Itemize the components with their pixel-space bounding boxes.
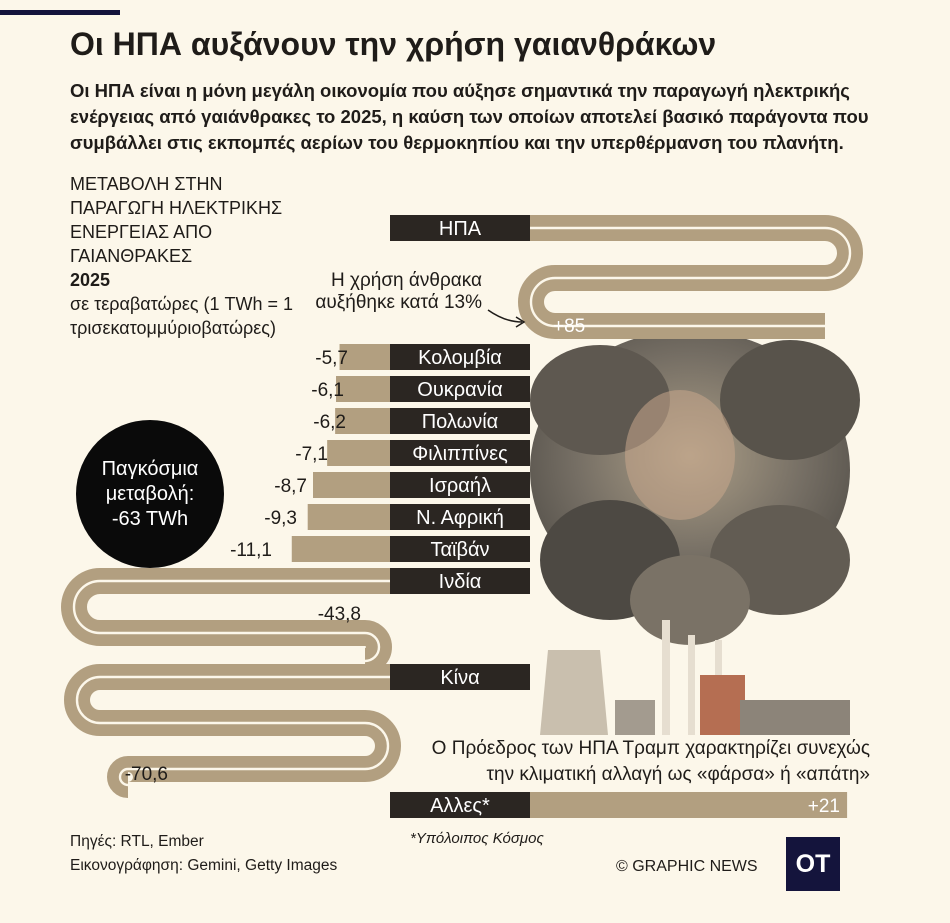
bar-row-10 [390,792,847,818]
cooling-tower-icon [540,650,608,735]
bar-row-2 [336,376,530,402]
ot-logo: OT [786,837,840,891]
trump-note: Ο Πρόεδρος των ΗΠΑ Τραμπ χαρακτηρίζει συνεχώς την κλιματική αλλαγή ως «φάρσα» ή «απάτη» [431,738,870,785]
chimney-icon [688,635,695,735]
usa-serpentine-centerline [530,228,850,326]
value-label: -6,2 [313,412,346,433]
bar-row-4 [327,440,530,466]
global-change-value: -63 TWh [111,507,189,530]
category-label: Ουκρανία [417,379,503,401]
bar-row-0 [390,215,530,241]
bar-mark [327,440,394,466]
bar-row-9 [390,664,530,690]
category-label: Ινδία [438,571,482,593]
footer-sources [70,830,337,878]
category-label: ΗΠΑ [438,218,482,240]
category-label: Ν. Αφρική [416,507,504,529]
category-label: Φιλιππίνες [412,443,508,465]
value-label: -7,1 [295,444,328,465]
global-change-badge [76,420,224,568]
page-title: Οι ΗΠΑ αυξάνουν την χρήση γαιανθράκων [70,26,717,62]
value-label: -11,1 [230,540,272,561]
category-label: Ισραήλ [429,475,491,497]
illustration-credit: Εικονογράφηση: Gemini, Getty Images [70,857,338,874]
value-label: -70,6 [124,764,168,785]
bar-mark [530,792,847,818]
side-label-year: 2025 [70,270,111,290]
value-label: +85 [553,316,586,337]
factory-building-icon [700,675,745,735]
bar-mark [308,504,394,530]
category-label: Πολωνία [421,411,499,433]
value-label: -43,8 [317,604,361,625]
chimney-icon [662,620,670,735]
global-change-label: Παγκόσμια μεταβολή: [101,457,199,505]
bar-mark [336,376,394,402]
sources-text: Πηγές: RTL, Ember [70,833,204,850]
category-label: Κολομβία [418,347,502,369]
bar-row-6 [308,504,530,530]
value-label: -8,7 [274,476,307,497]
note-arrow [488,310,522,322]
footnote: *Υπόλοιπος Κόσμος [410,830,544,847]
power-plant-illustration [530,330,860,735]
value-label: -6,1 [311,380,344,401]
value-label: +21 [807,796,840,817]
graphic-news-credit: © GRAPHIC NEWS [616,858,758,875]
bar-mark [313,472,394,498]
bar-row-3 [335,408,530,434]
value-label: -9,3 [264,508,297,529]
category-label: Κίνα [440,667,480,689]
bar-row-1 [340,344,530,370]
category-label: Ταϊβάν [430,539,490,561]
bar-row-7 [292,536,530,562]
value-label: -5,7 [315,348,348,369]
bar-mark [292,536,394,562]
side-label-heading: ΜΕΤΑΒΟΛΗ ΣΤΗΝ ΠΑΡΑΓΩΓΗ ΗΛΕΚΤΡΙΚΗΣ ΕΝΕΡΓΕΙΑΣ ΑΠΟ ΓΑΙΑΝΘΡΑΚΕΣ [70,174,283,266]
category-label: Αλλες* [430,795,490,817]
bar-row-5 [313,472,530,498]
page-subtitle: Οι ΗΠΑ είναι η μόνη μεγάλη οικονομία που αύξησε σημαντικά την παραγωγή ηλεκτρικής ενέργειας από γαιάνθρακες το 2025, η καύση των οποίων αποτελεί βασικό παράγοντα που συμβάλλει στις εκπομπές αερίων του θερμοκηπίου και την υπερθέρμανση του πλανήτη. [70,80,869,153]
usa-note: Η χρήση άνθρακα αυξήθηκε κατά 13% [315,270,482,313]
bar-row-8 [390,568,530,594]
face-in-smoke [625,390,735,520]
side-label-unit: σε τεραβατώρες (1 TWh = 1 τρισεκατομμύριοβατώρες) [70,294,294,338]
